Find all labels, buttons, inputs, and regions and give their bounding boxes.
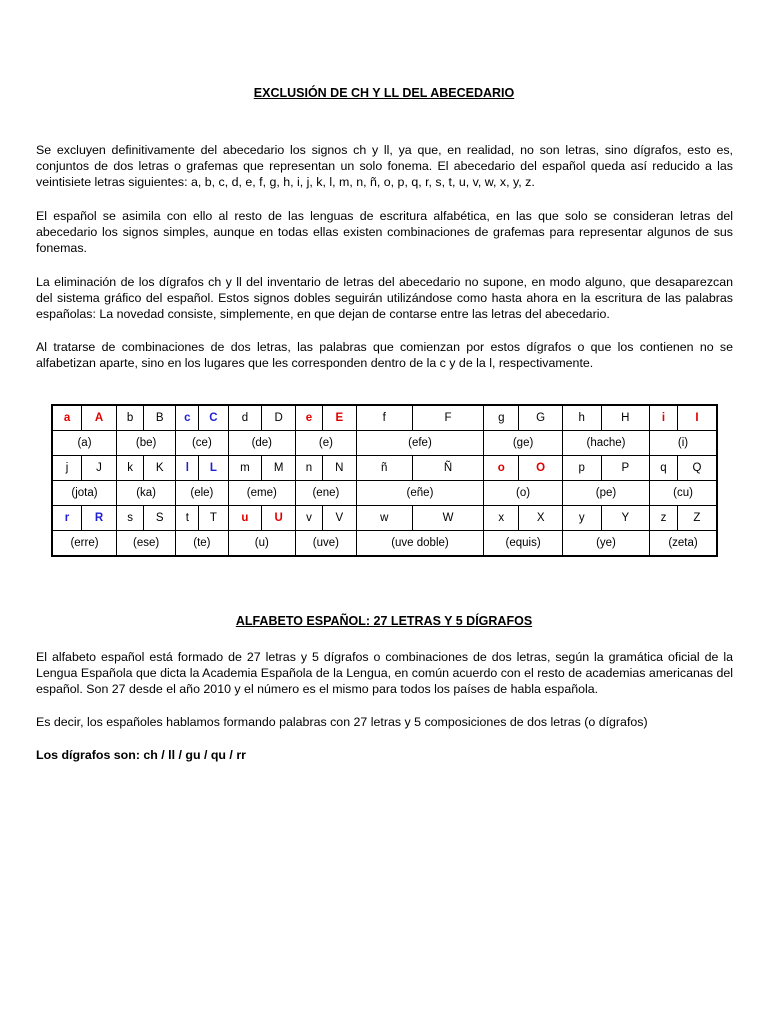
letter-upper-cell: N	[322, 456, 356, 481]
name-row	[52, 531, 717, 557]
letter-lower-cell: p	[562, 456, 601, 481]
letter-upper-cell: H	[601, 405, 650, 431]
letter-lower-cell: o	[484, 456, 519, 481]
letter-name-cell: (ye)	[562, 531, 649, 557]
paragraph-4: Al tratarse de combinaciones de dos letras, las palabras que comienzan por estos dígrafos o que los contienen no se alfabetizan aparte, sino en los lugares que les corresponden dentro de la c y de la l, respectivamente.	[36, 340, 733, 370]
letter-upper-cell: U	[262, 506, 296, 531]
letter-name-cell: (i)	[650, 431, 717, 456]
letter-name-cell: (ge)	[484, 431, 563, 456]
letter-upper-cell: A	[82, 405, 117, 431]
letter-lower-cell: e	[296, 405, 323, 431]
section2-title: ALFABETO ESPAÑOL: 27 LETRAS Y 5 DÍGRAFOS	[235, 614, 533, 628]
letter-upper-cell: S	[144, 506, 176, 531]
letter-lower-cell: u	[228, 506, 262, 531]
letter-name-cell: (ene)	[296, 481, 357, 506]
letter-upper-cell: Z	[677, 506, 717, 531]
paragraph-2: El español se asimila con ello al resto de las lenguas de escritura alfabética, en las que solo se consideran letras del abecedario los signos simples, aunque en todas ellas existen combinaciones de grafemas para representar algunos de sus fonemas.	[36, 209, 733, 255]
letter-lower-cell: j	[52, 456, 82, 481]
letter-lower-cell: v	[296, 506, 323, 531]
letter-upper-cell: F	[412, 405, 483, 431]
name-row	[52, 431, 717, 456]
letter-name-cell: (pe)	[562, 481, 649, 506]
letter-upper-cell: I	[677, 405, 717, 431]
letter-lower-cell: s	[117, 506, 144, 531]
letter-name-cell: (erre)	[52, 531, 117, 557]
letter-name-cell: (zeta)	[650, 531, 717, 557]
paragraph-5: El alfabeto español está formado de 27 letras y 5 dígrafos o combinaciones de dos letras, según la gramática oficial de la Lengua Española que dicta la Academia Española de la Lengua, en común acuerdo con el resto de academias americanas del español. Son 27 desde el año 2010 y el número es el mismo para todos los países de habla española.	[36, 650, 733, 696]
letter-lower-cell: r	[52, 506, 82, 531]
letter-lower-cell: m	[228, 456, 262, 481]
letter-upper-cell: D	[262, 405, 296, 431]
paragraph-6: Es decir, los españoles hablamos formando palabras con 27 letras y 5 composiciones de dos letras (o dígrafos)	[36, 715, 648, 729]
letter-lower-cell: ñ	[356, 456, 412, 481]
letter-name-cell: (a)	[52, 431, 117, 456]
letter-name-cell: (efe)	[356, 431, 483, 456]
letter-upper-cell: R	[82, 506, 117, 531]
letter-lower-cell: y	[562, 506, 601, 531]
letter-lower-cell: w	[356, 506, 412, 531]
letter-lower-cell: t	[176, 506, 199, 531]
letter-name-cell: (te)	[176, 531, 228, 557]
letter-upper-cell: W	[412, 506, 483, 531]
letter-lower-cell: i	[650, 405, 678, 431]
letter-lower-cell: k	[117, 456, 144, 481]
letter-lower-cell: l	[176, 456, 199, 481]
letter-name-cell: (eñe)	[356, 481, 483, 506]
letter-upper-cell: K	[144, 456, 176, 481]
digraphs-line: Los dígrafos son: ch / ll / gu / qu / rr	[36, 748, 246, 762]
letter-upper-cell: Q	[677, 456, 717, 481]
letter-name-cell: (jota)	[52, 481, 117, 506]
letter-upper-cell: B	[144, 405, 176, 431]
letter-lower-cell: b	[117, 405, 144, 431]
letter-upper-cell: G	[519, 405, 563, 431]
name-row	[52, 481, 717, 506]
letter-lower-cell: x	[484, 506, 519, 531]
letter-upper-cell: J	[82, 456, 117, 481]
letter-name-cell: (cu)	[650, 481, 717, 506]
letter-name-cell: (uve)	[296, 531, 357, 557]
letter-lower-cell: q	[650, 456, 678, 481]
letter-upper-cell: P	[601, 456, 650, 481]
letter-name-cell: (o)	[484, 481, 563, 506]
letter-name-cell: (u)	[228, 531, 296, 557]
letter-upper-cell: M	[262, 456, 296, 481]
paragraph-3: La eliminación de los dígrafos ch y ll del inventario de letras del abecedario no supone, en modo alguno, que desaparezcan del sistema gráfico del español. Estos signos dobles seguirán utilizándose como hasta ahora en la escritura de las palabras españolas: La novedad consiste, simplemente, en que dejan de contarse entre las letras del abecedario.	[36, 275, 733, 321]
letter-name-cell: (ce)	[176, 431, 228, 456]
letter-lower-cell: f	[356, 405, 412, 431]
letter-row	[52, 506, 717, 531]
letter-upper-cell: Y	[601, 506, 650, 531]
letter-upper-cell: L	[199, 456, 228, 481]
letter-name-cell: (equis)	[484, 531, 563, 557]
letter-name-cell: (hache)	[562, 431, 649, 456]
section1-title: EXCLUSIÓN DE CH Y LL DEL ABECEDARIO	[253, 86, 515, 100]
letter-lower-cell: h	[562, 405, 601, 431]
letter-upper-cell: O	[519, 456, 563, 481]
letter-lower-cell: g	[484, 405, 519, 431]
letter-name-cell: (uve doble)	[356, 531, 483, 557]
letter-name-cell: (ese)	[117, 531, 176, 557]
letter-upper-cell: X	[519, 506, 563, 531]
letter-lower-cell: n	[296, 456, 323, 481]
letter-name-cell: (eme)	[228, 481, 296, 506]
letter-name-cell: (ka)	[117, 481, 176, 506]
letter-lower-cell: c	[176, 405, 199, 431]
alphabet-table	[51, 404, 718, 557]
letter-name-cell: (e)	[296, 431, 357, 456]
letter-row	[52, 405, 717, 431]
letter-name-cell: (de)	[228, 431, 296, 456]
letter-upper-cell: E	[322, 405, 356, 431]
letter-lower-cell: d	[228, 405, 262, 431]
letter-name-cell: (be)	[117, 431, 176, 456]
letter-upper-cell: Ñ	[412, 456, 483, 481]
paragraph-1: Se excluyen definitivamente del abecedario los signos ch y ll, ya que, en realidad, no son letras, sino dígrafos, esto es, conjuntos de dos letras o grafemas que representan un solo fonema. El abecedario del español queda así reducido a las veintisiete letras siguientes: a, b, c, d, e, f, g, h, i, j, k, l, m, n, ñ, o, p, q, r, s, t, u, v, w, x, y, z.	[36, 143, 733, 189]
letter-upper-cell: V	[322, 506, 356, 531]
letter-upper-cell: T	[199, 506, 228, 531]
letter-lower-cell: z	[650, 506, 678, 531]
letter-lower-cell: a	[52, 405, 82, 431]
letter-name-cell: (ele)	[176, 481, 228, 506]
letter-upper-cell: C	[199, 405, 228, 431]
letter-row	[52, 456, 717, 481]
